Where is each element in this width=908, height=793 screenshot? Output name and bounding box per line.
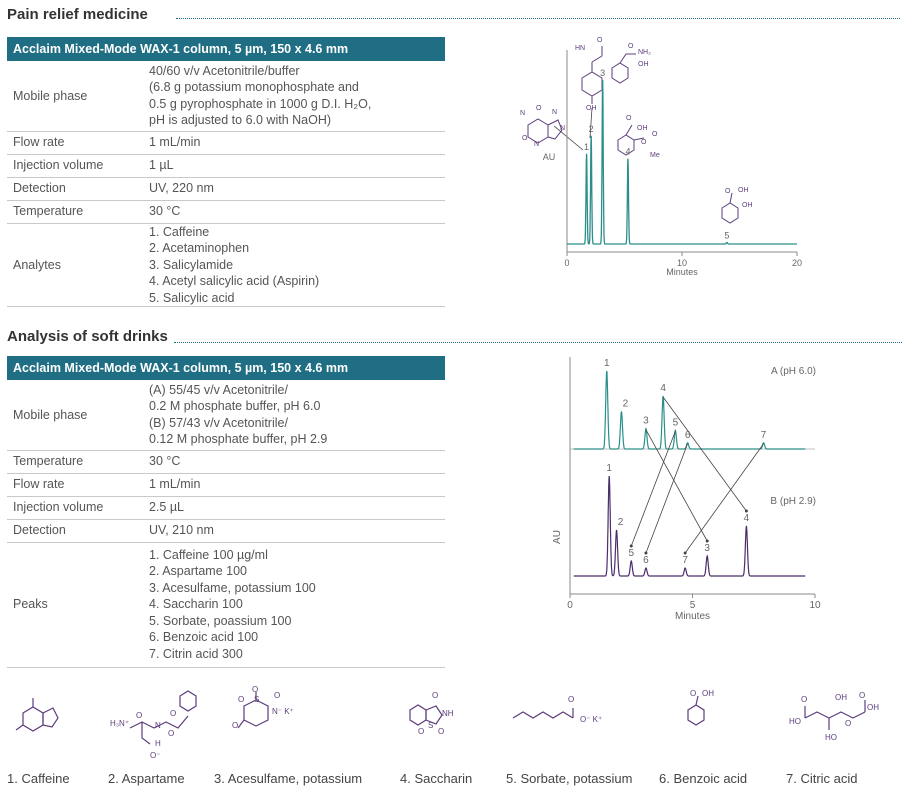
table-row: [7, 496, 445, 519]
structure-atom-label: N: [552, 109, 558, 116]
arrow-head: [630, 545, 633, 548]
peak-shift-arrow: [663, 397, 746, 511]
arrow-head: [706, 540, 709, 543]
value-line: 1 µL: [149, 158, 174, 173]
table-row: [7, 131, 445, 154]
structure-atom-label: O: [626, 115, 632, 122]
structure-atom-label: OH: [638, 61, 649, 68]
structure-atom-label: OH: [742, 202, 753, 209]
peak-shift-arrow: [685, 444, 763, 553]
structure-atom-label: OH: [586, 105, 597, 112]
row-label: Detection: [7, 519, 143, 542]
table-row: [7, 200, 445, 223]
row-value: [143, 177, 445, 200]
chromatogram-line: [574, 476, 806, 576]
chart1-structure-labels: [520, 37, 753, 209]
value-line: 3. Salicylamide: [149, 257, 234, 272]
structure-atom-label: Me: [650, 152, 660, 159]
row-value: [143, 473, 445, 496]
structure-label: 4. Saccharin: [400, 771, 473, 786]
structure-label: 5. Sorbate, potassium: [506, 771, 633, 786]
caffeine-structure-icon: [8, 688, 108, 765]
svg-text:NH: NH: [442, 709, 454, 718]
y-axis-label: AU: [542, 152, 556, 162]
value-line: 1 mL/min: [149, 477, 201, 492]
svg-text:HO: HO: [789, 717, 801, 726]
section-title-soft-drinks: Analysis of soft drinks: [7, 328, 168, 345]
sorbate-structure-icon: [508, 688, 608, 765]
row-value: [143, 223, 445, 307]
pain-relief-conditions-table: [7, 37, 445, 307]
svg-text:OH: OH: [702, 689, 714, 698]
svg-text:S: S: [428, 721, 434, 730]
x-axis-label: Minutes: [666, 267, 698, 277]
arrow-head: [684, 552, 687, 555]
table-header: Acclaim Mixed-Mode WAX-1 column, 5 µm, 150 x 4.6 mm: [7, 37, 445, 61]
value-line: 6. Benzoic acid 100: [149, 630, 259, 645]
structure-atom-label: OH: [738, 187, 749, 194]
table-row: [7, 519, 445, 542]
svg-text:O: O: [168, 729, 175, 738]
svg-text:O: O: [568, 695, 575, 704]
x-tick-label: 0: [567, 600, 573, 611]
series-name: A (pH 6.0): [770, 366, 816, 377]
peak-label: 7: [682, 555, 688, 566]
soft-drinks-chromatogram: [540, 352, 840, 627]
soft-drinks-conditions-table: [7, 356, 445, 668]
x-tick-label: 20: [791, 258, 803, 268]
structure-atom-label: N: [560, 125, 566, 132]
x-tick-label: 5: [689, 600, 696, 611]
saccharin-structure-icon: [400, 688, 500, 765]
row-label: Mobile phase: [7, 380, 143, 450]
arrow-head: [644, 552, 647, 555]
svg-text:O: O: [801, 695, 808, 704]
peak-label: 5: [628, 548, 635, 559]
table-row: [7, 223, 445, 307]
svg-text:S: S: [254, 695, 260, 704]
svg-text:O: O: [274, 691, 281, 700]
svg-text:O: O: [170, 709, 177, 718]
svg-text:O⁻: O⁻: [150, 751, 161, 760]
structure-atom-label: O: [597, 37, 603, 44]
value-line: pH is adjusted to 6.0 with NaOH): [149, 113, 332, 128]
value-line: 3. Acesulfame, potassium 100: [149, 580, 316, 595]
structure-atom-label: O: [536, 105, 542, 112]
structure-atom-label: O: [641, 139, 647, 146]
svg-text:O: O: [252, 685, 259, 694]
value-line: 1. Caffeine: [149, 224, 210, 239]
svg-text:O⁻ K⁺: O⁻ K⁺: [580, 715, 603, 724]
peak-shift-arrow: [646, 430, 707, 541]
structure-label: 6. Benzoic acid: [659, 771, 748, 786]
svg-text:O: O: [690, 689, 697, 698]
structure-atom-label: OH: [637, 125, 648, 132]
peak-label: 3: [643, 415, 649, 427]
row-value: [143, 154, 445, 177]
peak-label: 5: [672, 417, 679, 429]
row-value: [143, 200, 445, 223]
value-line: 2.5 µL: [149, 500, 185, 515]
value-line: 30 °C: [149, 454, 181, 469]
value-line: 1 mL/min: [149, 135, 201, 150]
value-line: 5. Sorbate, poassium 100: [149, 613, 292, 628]
value-line: 1. Caffeine 100 µg/ml: [149, 547, 268, 562]
value-line: UV, 210 nm: [149, 523, 214, 538]
row-label: Flow rate: [7, 473, 143, 496]
svg-text:H: H: [155, 739, 161, 748]
peak-label: 1: [584, 141, 590, 152]
row-value: [143, 496, 445, 519]
structure-atom-label: N: [520, 110, 526, 117]
peak-label: 1: [603, 358, 610, 369]
row-label: Temperature: [7, 450, 143, 473]
peak-label: 4: [625, 146, 631, 157]
row-value: [143, 61, 445, 131]
x-tick-label: 0: [564, 258, 570, 268]
aspartame-structure-icon: [110, 688, 210, 765]
value-line: (A) 55/45 v/v Acetonitrile/: [149, 382, 288, 397]
value-line: 7. Citrin acid 300: [149, 646, 243, 661]
structure-atom-label: O: [628, 43, 634, 50]
structure-label: 2. Aspartame: [108, 771, 185, 786]
svg-text:O: O: [432, 691, 439, 700]
arrow-head: [745, 510, 748, 513]
x-tick-label: 10: [809, 600, 821, 611]
svg-text:O: O: [136, 711, 143, 720]
row-value: [143, 519, 445, 542]
row-value: [143, 131, 445, 154]
table-row: [7, 177, 445, 200]
structure-atom-label: HN: [575, 45, 586, 52]
structure-label: 3. Acesulfame, potassium: [214, 771, 363, 786]
structure-atom-label: O: [522, 135, 528, 142]
value-line: 30 °C: [149, 204, 181, 219]
row-label: Detection: [7, 177, 143, 200]
row-label: Injection volume: [7, 154, 143, 177]
benzoic-acid-structure-icon: [660, 688, 760, 765]
table-row: [7, 450, 445, 473]
chart1-structures: [528, 46, 738, 223]
table-row: [7, 154, 445, 177]
peak-label: 7: [760, 429, 767, 441]
table-header: Acclaim Mixed-Mode WAX-1 column, 5 µm, 150 x 4.6 mm: [7, 356, 445, 380]
svg-text:H₃N⁺: H₃N⁺: [110, 719, 130, 728]
svg-text:O: O: [238, 695, 245, 704]
table-row: [7, 473, 445, 496]
svg-text:OH: OH: [867, 703, 879, 712]
svg-text:O: O: [438, 727, 445, 736]
row-value: [143, 542, 445, 667]
peak-label: 3: [600, 68, 606, 78]
peak-label: 6: [684, 429, 691, 441]
section-title-pain-relief: Pain relief medicine: [7, 6, 148, 23]
value-line: 4. Acetyl salicylic acid (Aspirin): [149, 274, 320, 288]
peak-label: 6: [643, 555, 649, 566]
peak-label: 2: [588, 123, 594, 134]
row-label: Analytes: [7, 223, 143, 307]
title-divider: [176, 18, 900, 19]
chromatogram-line: [567, 80, 797, 244]
series-name: B (pH 2.9): [770, 496, 816, 507]
y-axis-label: AU: [552, 530, 563, 544]
svg-text:O: O: [232, 721, 239, 730]
value-line: 0.2 M phosphate buffer, pH 6.0: [149, 399, 321, 414]
value-line: (B) 57/43 v/v Acetonitrile/: [149, 415, 288, 430]
svg-text:N⁻ K⁺: N⁻ K⁺: [272, 707, 294, 716]
svg-text:O: O: [859, 691, 866, 700]
row-label: Injection volume: [7, 496, 143, 519]
peak-shift-arrow: [646, 444, 688, 553]
structure-atom-label: O: [652, 131, 658, 138]
value-line: 5. Salicylic acid: [149, 290, 235, 305]
peak-label: 3: [704, 543, 710, 554]
row-label: Temperature: [7, 200, 143, 223]
value-line: 4. Saccharin 100: [149, 597, 243, 612]
value-line: (6.8 g potassium monophosphate and: [149, 80, 359, 95]
value-line: UV, 220 nm: [149, 181, 214, 196]
row-value: [143, 380, 445, 450]
table-row: [7, 61, 445, 131]
peak-label: 5: [724, 230, 730, 241]
table-row: [7, 542, 445, 667]
structure-label: 1. Caffeine: [7, 771, 70, 786]
title-divider: [174, 342, 902, 343]
row-label: Mobile phase: [7, 61, 143, 131]
svg-text:O: O: [845, 719, 852, 728]
acesulfame-structure-icon: [214, 685, 314, 765]
peak-label: 2: [617, 517, 624, 528]
value-line: 40/60 v/v Acetonitrile/buffer: [149, 63, 300, 78]
svg-text:N: N: [155, 721, 161, 730]
x-tick-label: 10: [676, 258, 688, 268]
row-label: Peaks: [7, 542, 143, 667]
table-row: [7, 380, 445, 450]
structure-atom-label: NH₂: [638, 49, 651, 56]
value-line: 2. Aspartame 100: [149, 564, 247, 579]
peak-label: 4: [743, 513, 750, 524]
value-line: 2. Acetaminophen: [149, 241, 250, 255]
peak-label: 1: [606, 463, 612, 474]
peak-label: 4: [660, 382, 666, 394]
citric-acid-structure-icon: [785, 688, 885, 765]
value-line: 0.12 M phosphate buffer, pH 2.9: [149, 432, 328, 447]
pain-relief-chromatogram: [500, 30, 820, 295]
row-value: [143, 450, 445, 473]
structure-atom-label: N: [534, 141, 540, 148]
structure-label: 7. Citric acid: [786, 771, 858, 786]
svg-text:O: O: [418, 727, 425, 736]
peak-label: 2: [622, 398, 629, 410]
row-label: Flow rate: [7, 131, 143, 154]
structure-atom-label: O: [725, 188, 731, 195]
x-axis-label: Minutes: [674, 611, 711, 622]
svg-text:OH: OH: [835, 693, 847, 702]
svg-text:HO: HO: [825, 733, 837, 742]
value-line: 0.5 g pyrophosphate in 1000 g D.I. H₂O,: [149, 96, 372, 111]
